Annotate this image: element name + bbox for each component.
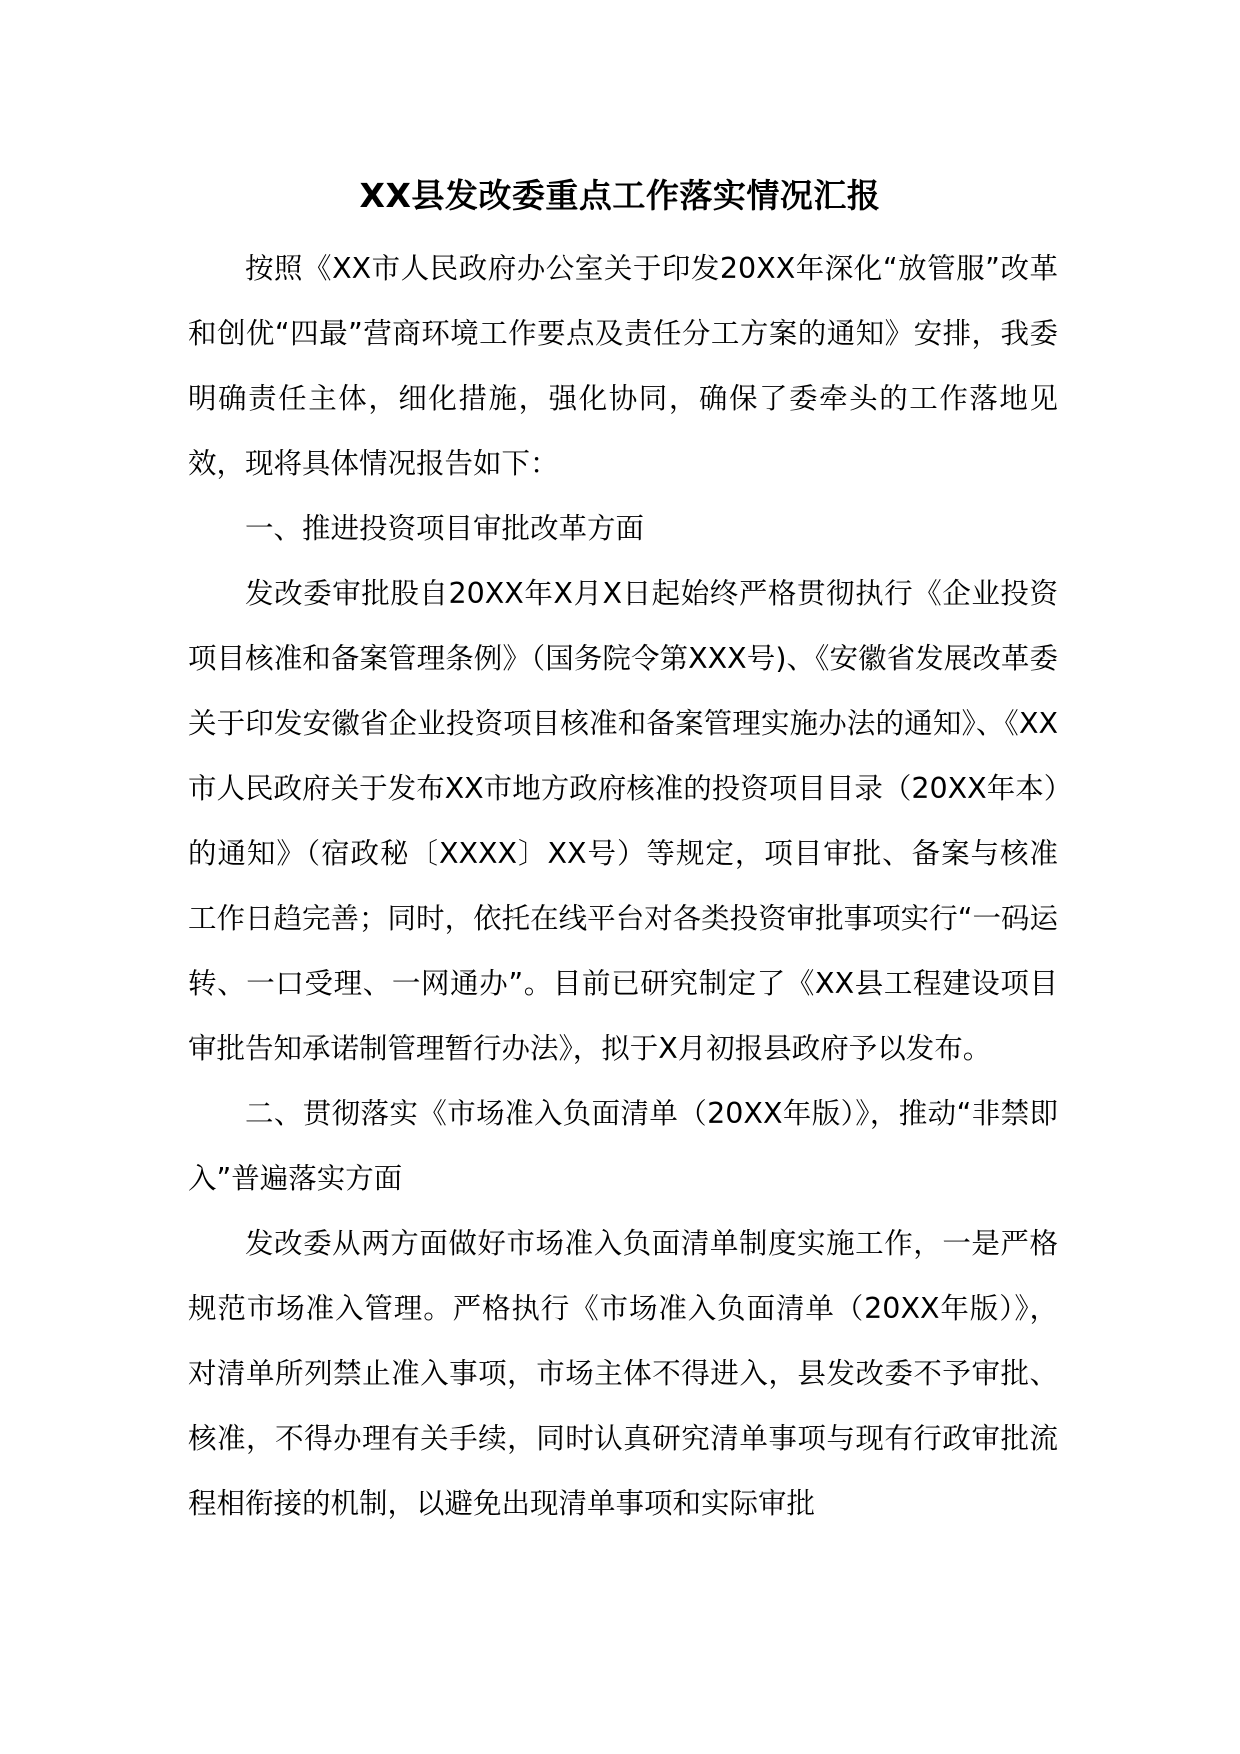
intro-paragraph: 按照《XX市人民政府办公室关于印发20XX年深化“放管服”改革和创优“四最”营商环境工作要点及责任分工方案的通知》安排，我委明确责任主体，细化措施，强化协同，确保了委牵头的工作落地见效，现将具体情况报告如下：	[188, 252, 1058, 480]
section-heading-1: 一、推进投资项目审批改革方面	[245, 512, 645, 545]
document-title: XX县发改委重点工作落实情况汇报	[359, 176, 881, 215]
section-1-paragraph: 发改委审批股自20XX年X月X日起始终严格贯彻执行《企业投资项目核准和备案管理条例》（国务院令第XXX号)、《安徽省发展改革委关于印发安徽省企业投资项目核准和备案管理实施办法的通知》、《XX市人民政府关于发布XX市地方政府核准的投资项目目录（20XX年本）的通知》（宿政秘〔XXXX〕XX号）等规定，项目审批、备案与核准工作日趋完善；同时，依托在线平台对各类投资审批事项实行“一码运转、一口受理、一网通办”。目前已研究制定了《XX县工程建设项目审批告知承诺制管理暂行办法》，拟于X月初报县政府予以发布。	[188, 577, 1058, 1065]
section-heading-2: 二、贯彻落实《市场准入负面清单（20XX年版）》，推动“非禁即入”普遍落实方面	[188, 1097, 1058, 1195]
section-2-paragraph: 发改委从两方面做好市场准入负面清单制度实施工作，一是严格规范市场准入管理。严格执行《市场准入负面清单（20XX年版）》，对清单所列禁止准入事项，市场主体不得进入，县发改委不予审批、核准，不得办理有关手续，同时认真研究清单事项与现有行政审批流程相衔接的机制，以避免出现清单事项和实际审批	[188, 1227, 1058, 1520]
document-body	[188, 236, 1058, 1536]
